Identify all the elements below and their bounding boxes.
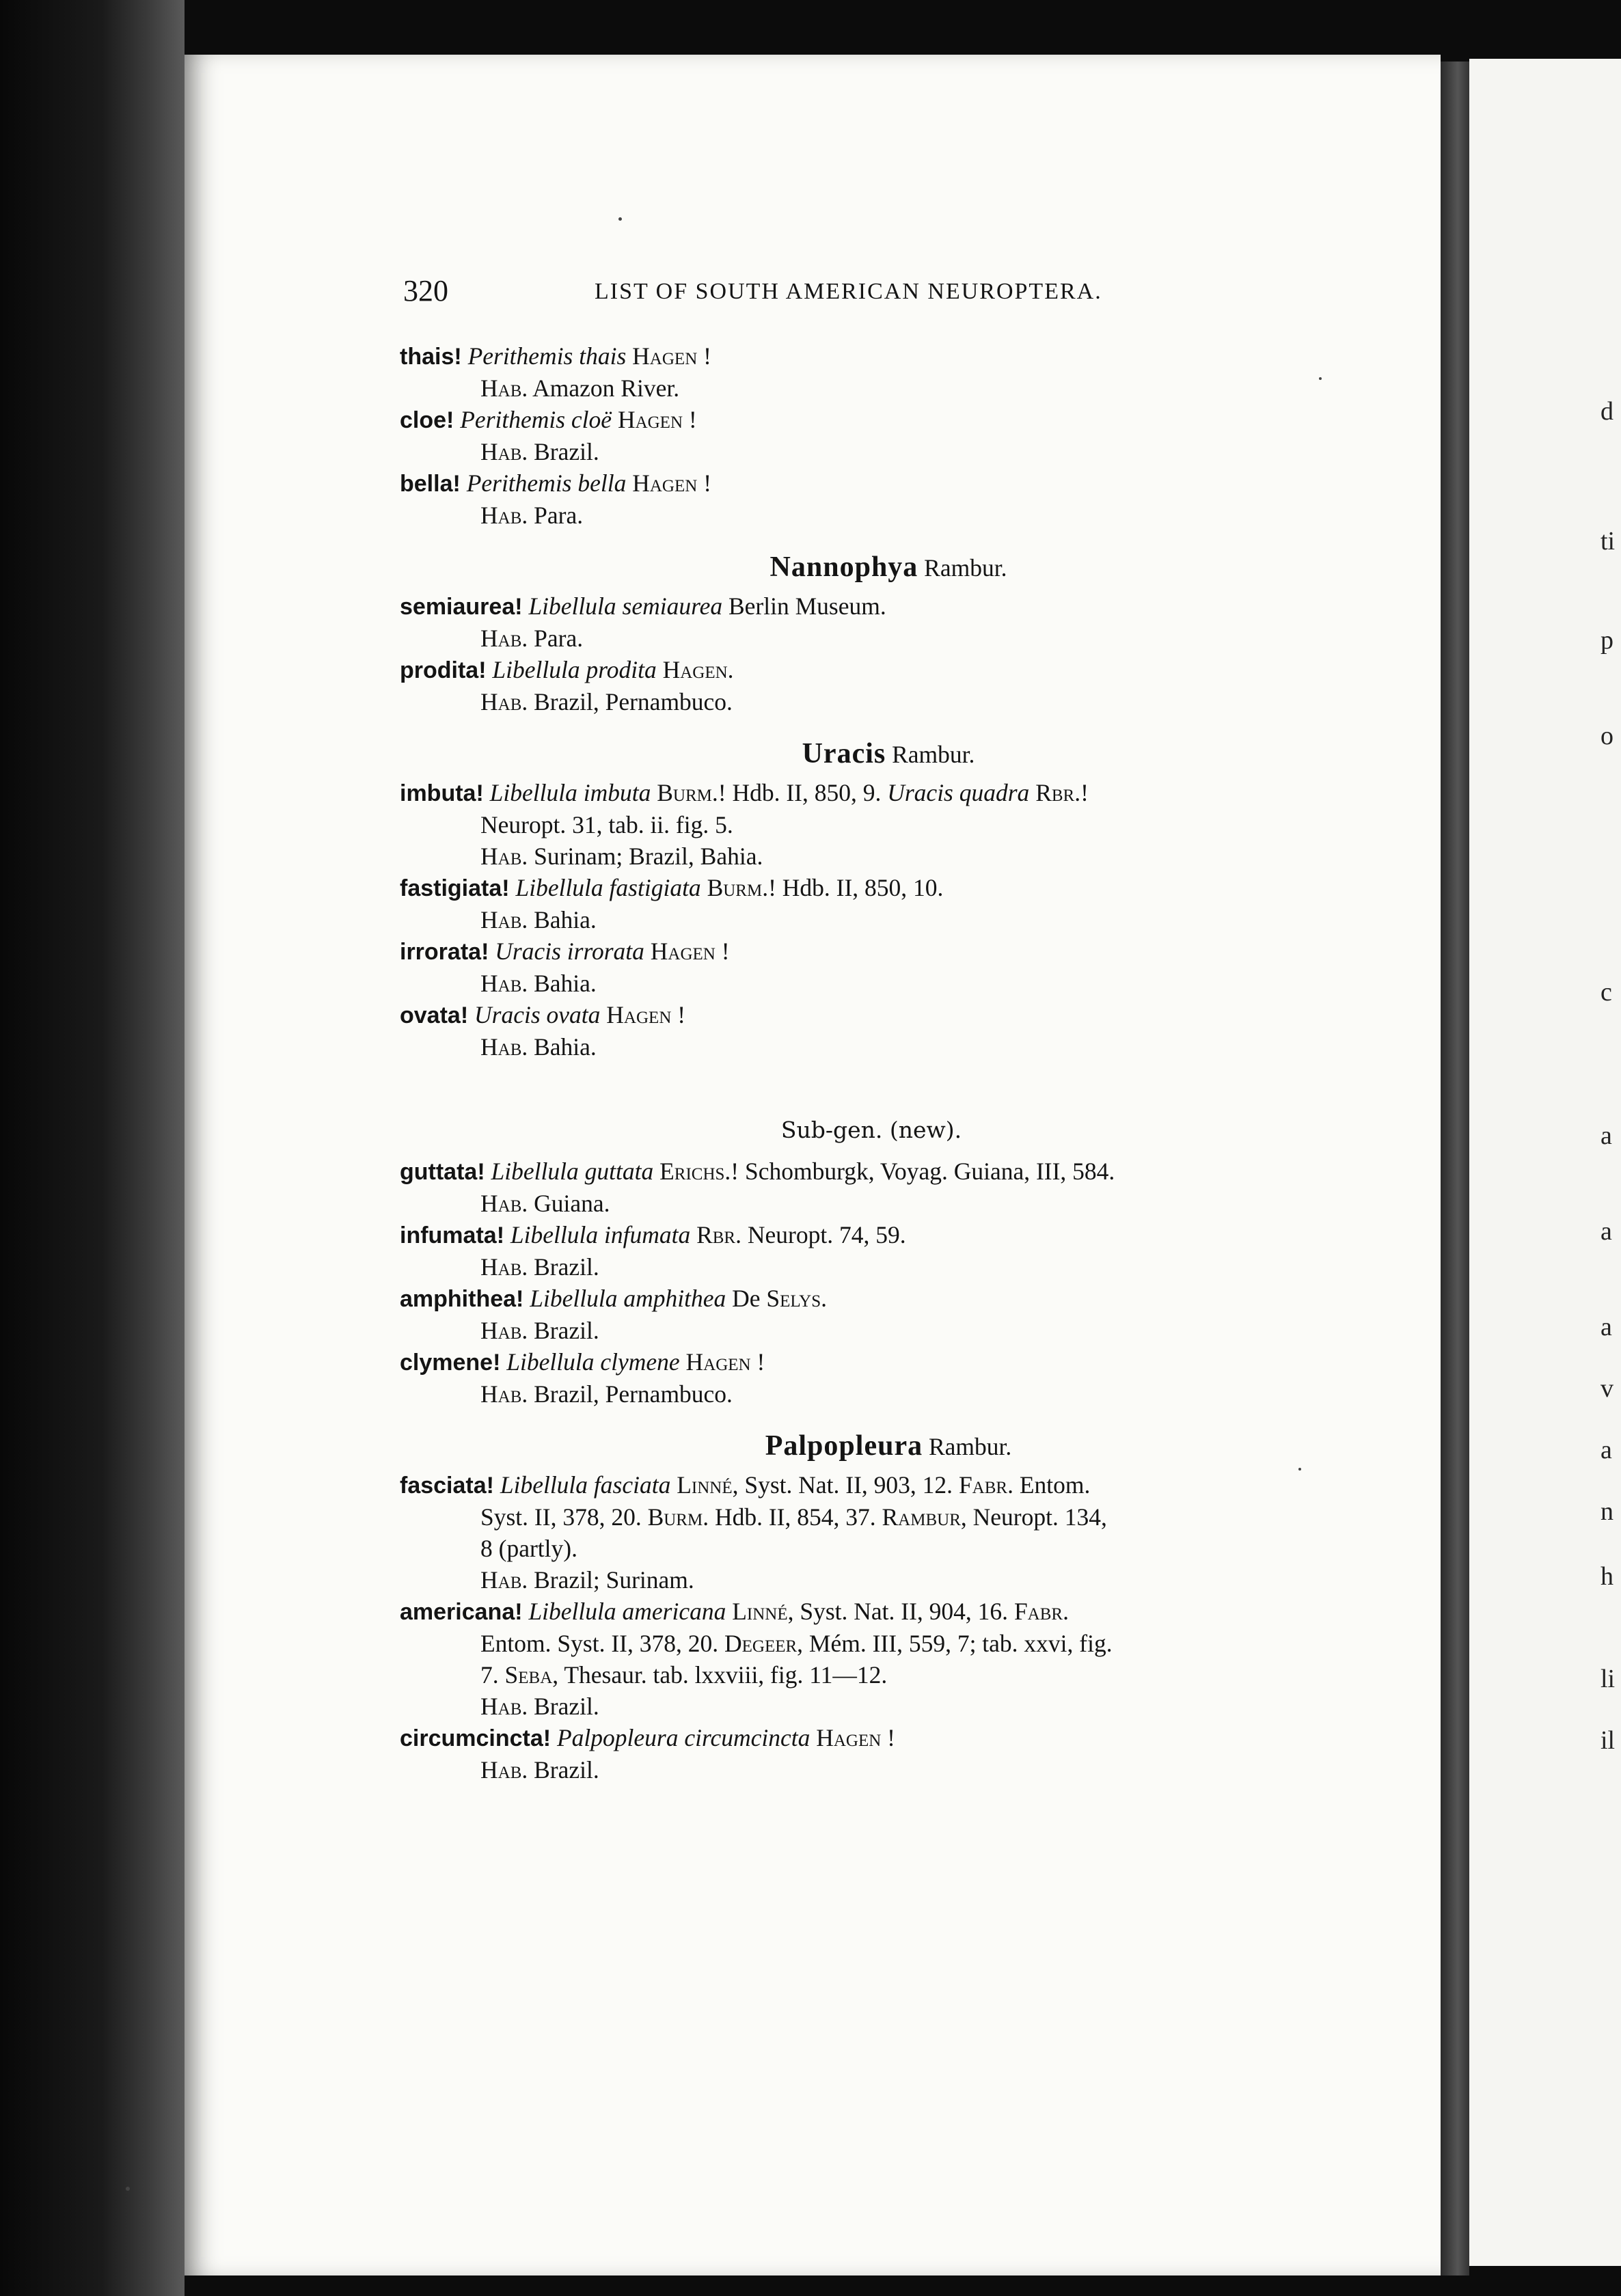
habitat-label: Hab. [480,1566,528,1594]
species-entry [400,1156,1316,1219]
habitat-value: Brazil. [534,438,599,465]
habitat-label: Hab. [480,906,528,933]
facing-page-fragment: h [1600,1562,1613,1591]
species-name: irrorata [400,939,482,965]
citation-text [612,406,618,433]
citation-text: Rbr. [1035,779,1081,806]
genus-name: Uracis [802,738,886,769]
habitat-line [400,1378,1316,1410]
citation-text: ! [715,938,730,965]
citation-text: ! Hdb. II, 850, 10. [768,874,944,901]
habitat-value: Brazil. [534,1693,599,1720]
species-line [400,1596,1316,1628]
species-entry [400,340,1316,404]
species-mark: ! [543,1725,551,1751]
citation-text: 8 (partly). [480,1535,577,1562]
species-entry [400,1722,1316,1786]
citation-text: 7. [480,1661,505,1689]
species-name: thais [400,344,454,370]
citation-continuation [400,809,1316,840]
species-entry [400,467,1316,531]
citation-text: ! Hdb. II, 850, 9. [718,779,888,806]
habitat-line [400,686,1316,718]
facing-page-fragment: li [1600,1665,1616,1693]
habitat-line [400,1754,1316,1786]
citation-text [626,342,632,370]
species-line [400,590,1316,623]
citation-text: ! [1080,779,1089,806]
species-entry [400,777,1316,872]
species-name: cloe [400,407,447,433]
species-name: fasciata [400,1473,487,1499]
citation-text: Hagen [816,1724,882,1751]
citation-text: Burm. [707,874,769,901]
citation-text: Libellula imbuta [489,779,651,806]
citation-text: Neuropt. 31, tab. ii. fig. 5. [480,811,733,838]
citation-continuation [400,1533,1316,1564]
citation-text: , Syst. Nat. II, 904, 16. [787,1598,1014,1625]
citation-text: Uracis ovata [474,1001,601,1028]
citation-text: Hagen [617,406,683,433]
species-line [400,404,1316,436]
citation-text: Syst. II, 378, 20. [480,1503,648,1531]
habitat-value: Bahia. [534,906,597,933]
species-name: ovata [400,1002,461,1028]
habitat-label: Hab. [480,1380,528,1408]
species-mark: ! [460,1002,469,1028]
citation-text: Fabr. [1013,1598,1069,1625]
citation-text: ! [881,1724,895,1751]
species-name: americana [400,1599,515,1625]
citation-text: Berlin Museum. [722,592,886,620]
species-mark: ! [496,1222,505,1248]
facing-page-fragment: il [1600,1726,1616,1755]
citation-continuation [400,1628,1316,1659]
habitat-value: Bahia. [534,970,597,997]
citation-text: Linné [732,1598,788,1625]
species-name: clymene [400,1350,493,1376]
running-head [403,273,1121,314]
citation-text [726,1598,732,1625]
citation-text: Libellula guttata [491,1158,654,1185]
citation-text: Rbr. [696,1221,741,1248]
habitat-value: Bahia. [534,1033,597,1061]
species-mark: ! [493,1350,501,1376]
citation-text: ! Schomburgk, Voyag. Guiana, III, 584. [731,1158,1115,1185]
facing-page-fragment: ti [1600,527,1616,556]
citation-text: Entom. Syst. II, 378, 20. [480,1630,724,1657]
species-mark: ! [481,939,489,965]
citation-text: ! [683,406,697,433]
citation-text: , Neuropt. 134, [960,1503,1107,1531]
citation-text [653,1158,659,1185]
species-mark: ! [502,875,510,901]
genus-heading [400,551,1316,584]
citation-text: ! [750,1348,765,1376]
species-name: fastigiata [400,875,502,901]
citation-text: Palpopleura circumcincta [556,1724,810,1751]
species-name: bella [400,471,453,497]
citation-text [1029,779,1035,806]
citation-text: ! [697,469,712,497]
species-mark: ! [476,780,484,806]
species-name: infumata [400,1222,497,1248]
genus-author: Rambur. [928,1433,1012,1460]
habitat-label: Hab. [480,1317,528,1344]
species-name: prodita [400,657,479,683]
facing-page-fragment: a [1600,1313,1612,1341]
habitat-value: Brazil. [534,1253,599,1281]
citation-text: Libellula clymene [506,1348,680,1376]
citation-text: Uracis quadra [887,779,1030,806]
citation-text: Neuropt. 74, 59. [741,1221,906,1248]
citation-text: Hagen [650,938,716,965]
citation-text: Hagen [685,1348,751,1376]
species-line [400,935,1316,968]
facing-page-fragment: a [1600,1436,1612,1464]
species-mark: ! [452,471,461,497]
habitat-value: Brazil, Pernambuco. [534,1380,733,1408]
citation-text: Perithemis thais [467,342,627,370]
habitat-label: Hab. [480,1693,528,1720]
citation-text: Perithemis cloë [460,406,612,433]
citation-text: Rambur [882,1503,961,1531]
citation-text [690,1221,696,1248]
species-mark: ! [478,657,487,683]
citation-text: Perithemis bella [466,469,627,497]
citation-text: Hagen. [662,656,734,683]
facing-page-fragment: c [1600,978,1612,1007]
page-number: 320 [403,274,448,308]
species-mark: ! [486,1473,494,1499]
species-mark: ! [477,1159,485,1185]
citation-text: Libellula americana [528,1598,726,1625]
facing-page-edge [1469,59,1621,2266]
species-line [400,999,1316,1031]
citation-text [680,1348,686,1376]
facing-page-fragment: v [1600,1374,1613,1403]
book-binding [0,0,185,2296]
habitat-value: Brazil. [534,1317,599,1344]
habitat-line [400,436,1316,467]
citation-text: ! [697,342,711,370]
habitat-label: Hab. [480,438,528,465]
citation-text [657,656,663,683]
citation-text: Burm. [647,1503,709,1531]
habitat-label: Hab. [480,625,528,652]
citation-text: Libellula fasciata [500,1471,671,1499]
habitat-line [400,1188,1316,1219]
genus-heading [400,738,1316,770]
citation-continuation [400,1659,1316,1691]
facing-page-fragment: a [1600,1121,1612,1150]
species-line [400,1283,1316,1315]
habitat-label: Hab. [480,1756,528,1784]
habitat-line [400,1031,1316,1063]
facing-page-fragment: p [1600,626,1613,655]
habitat-line [400,1691,1316,1722]
habitat-label: Hab. [480,843,528,870]
species-entry [400,935,1316,999]
species-mark: ! [515,1599,523,1625]
citation-text: Uracis irrorata [495,938,644,965]
habitat-line [400,840,1316,872]
species-name: circumcincta [400,1725,543,1751]
species-mark: ! [454,344,462,370]
species-entry [400,999,1316,1063]
species-line [400,1156,1316,1188]
habitat-value: Amazon River. [532,374,680,402]
species-line [400,1722,1316,1754]
citation-text: Libellula infumata [510,1221,691,1248]
species-mark: ! [516,1286,524,1312]
habitat-value: Brazil, Pernambuco. [534,688,733,715]
genus-heading [400,1430,1316,1462]
habitat-label: Hab. [480,502,528,529]
genus-author: Rambur. [892,741,975,768]
print-speck [1298,1468,1301,1471]
habitat-label: Hab. [480,1253,528,1281]
habitat-value: Brazil; Surinam. [534,1566,694,1594]
habitat-value: Brazil. [534,1756,599,1784]
species-entry [400,1219,1316,1283]
running-head-title: LIST OF SOUTH AMERICAN NEUROPTERA. [595,279,1102,304]
habitat-value: Para. [534,502,584,529]
citation-text: Entom. [1013,1471,1091,1499]
citation-text [644,938,651,965]
habitat-line [400,968,1316,999]
citation-text: Selys. [766,1285,827,1312]
citation-text: , Syst. Nat. II, 903, 12. [732,1471,959,1499]
habitat-value: Para. [534,625,584,652]
citation-text: Hdb. II, 854, 37. [709,1503,882,1531]
citation-text: Libellula fastigiata [515,874,701,901]
citation-text: Hagen [632,469,698,497]
habitat-value: Guiana. [534,1190,610,1217]
species-line [400,654,1316,686]
habitat-label: Hab. [480,374,528,402]
print-speck [1319,377,1322,380]
species-line [400,1346,1316,1378]
print-speck [126,2187,130,2191]
citation-text: Libellula semiaurea [528,592,723,620]
citation-text: De [726,1285,767,1312]
species-line [400,777,1316,809]
citation-text: Linné [677,1471,733,1499]
habitat-label: Hab. [480,1033,528,1061]
citation-continuation [400,1501,1316,1533]
citation-text: Seba [504,1661,553,1689]
habitat-line [400,1251,1316,1283]
page-gutter [1441,62,1469,2276]
citation-text: Erichs. [659,1158,731,1185]
habitat-label: Hab. [480,1190,528,1217]
species-name: guttata [400,1159,478,1185]
citation-text [626,469,632,497]
habitat-line [400,500,1316,531]
species-name: imbuta [400,780,476,806]
citation-text: , Thesaur. tab. lxxviii, fig. 11—12. [552,1661,888,1689]
facing-page-fragment: n [1600,1497,1613,1526]
species-list [400,340,1316,1786]
citation-text: Libellula amphithea [530,1285,726,1312]
habitat-value: Surinam; Brazil, Bahia. [534,843,763,870]
habitat-line [400,372,1316,404]
genus-author: Rambur. [924,554,1007,582]
citation-text: Fabr. [958,1471,1013,1499]
species-line [400,340,1316,372]
species-line [400,467,1316,500]
species-entry [400,872,1316,935]
facing-page-fragment: a [1600,1217,1612,1246]
habitat-label: Hab. [480,688,528,715]
species-entry [400,654,1316,718]
species-name: amphithea [400,1286,517,1312]
citation-text [651,779,657,806]
habitat-label: Hab. [480,970,528,997]
citation-text [670,1471,677,1499]
species-line [400,872,1316,904]
facing-page-fragment: o [1600,722,1613,750]
citation-text [701,874,707,901]
habitat-line [400,623,1316,654]
species-entry [400,1346,1316,1410]
citation-text: Burm. [657,779,718,806]
citation-text [810,1724,816,1751]
species-name: semiaurea [400,594,515,620]
genus-name: Palpopleura [765,1430,923,1462]
facing-page-fragment: d [1600,397,1613,426]
habitat-line [400,904,1316,935]
citation-text: Degeer [724,1630,798,1657]
citation-text [600,1001,606,1028]
citation-text: , Mém. III, 559, 7; tab. xxvi, fig. [797,1630,1113,1657]
species-mark: ! [446,407,454,433]
habitat-line [400,1564,1316,1596]
citation-text: ! [671,1001,686,1028]
species-line [400,1469,1316,1501]
species-mark: ! [515,594,523,620]
genus-name: Nannophya [769,551,918,583]
habitat-line [400,1315,1316,1346]
subgenus-heading: Sub-gen. (new). [780,1117,962,1143]
species-line [400,1219,1316,1251]
citation-text: Hagen [632,342,698,370]
citation-text: Hagen [606,1001,672,1028]
species-entry [400,1283,1316,1346]
species-entry [400,404,1316,467]
print-speck [618,217,622,221]
species-entry [400,590,1316,654]
species-entry [400,1469,1316,1596]
citation-text: Libellula prodita [492,656,657,683]
species-entry [400,1596,1316,1722]
